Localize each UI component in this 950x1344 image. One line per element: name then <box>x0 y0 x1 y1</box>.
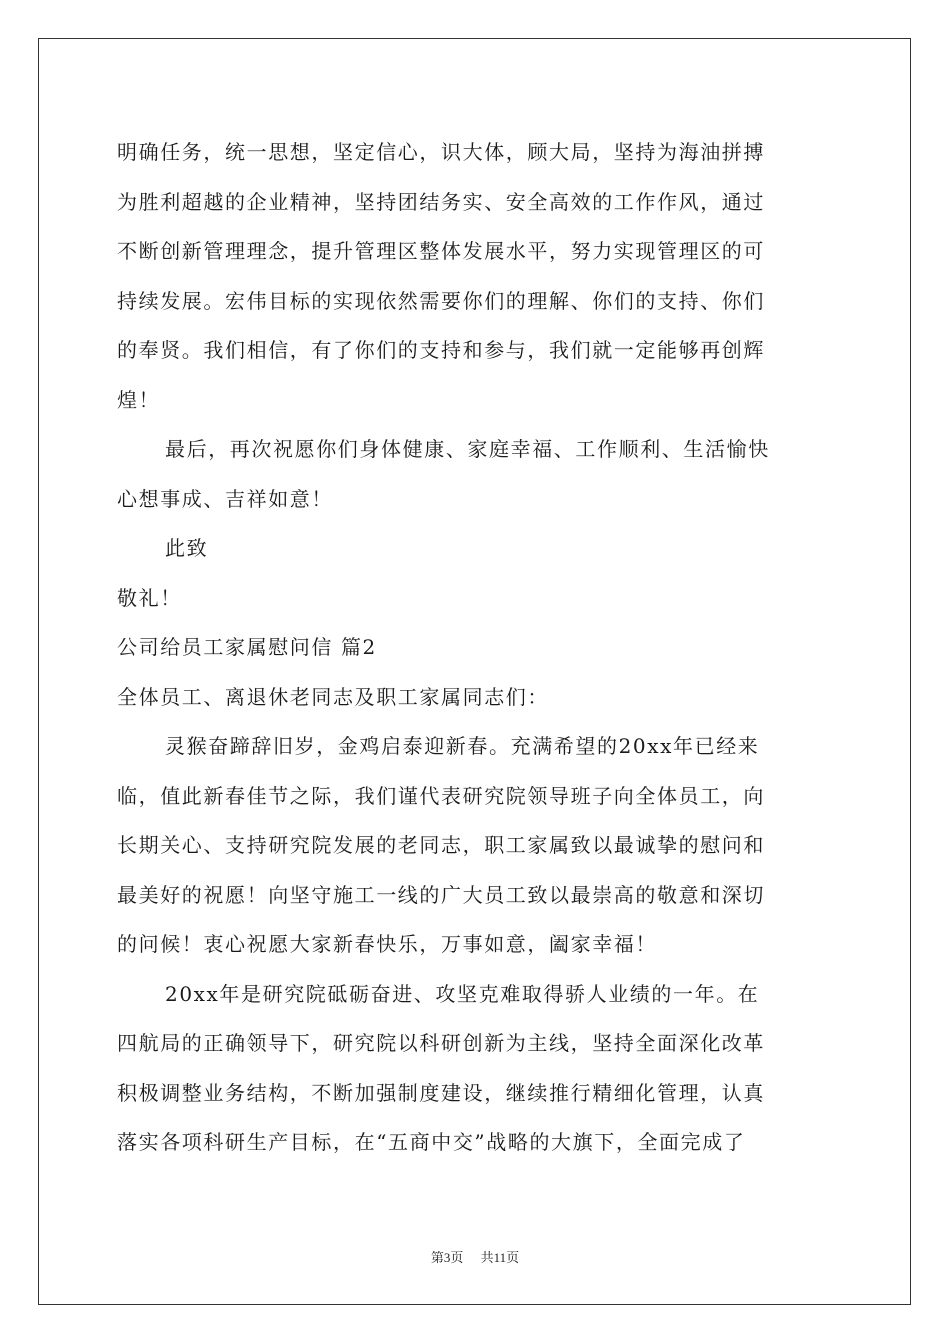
paragraph-start: 20xx年是研究院砥砺奋进、攻坚克难取得骄人业绩的一年。在 <box>165 981 760 1006</box>
document-body <box>117 128 837 1168</box>
closing-regards: 敬礼！ <box>117 585 182 610</box>
section-heading: 公司给员工家属慰问信 篇2 <box>117 635 377 659</box>
closing-salutation: 此致 <box>165 536 209 560</box>
paragraph-start: 最后，再次祝愿你们身体健康、家庭幸福、工作顺利、生活愉快 <box>165 437 770 461</box>
text-line: 落实各项科研生产目标，在“五商中交”战略的大旗下，全面完成了 <box>117 1130 746 1154</box>
text-line: 最美好的祝愿！向坚守施工一线的广大员工致以最崇高的敬意和深切 <box>117 882 765 907</box>
text-line: 煌！ <box>117 387 161 412</box>
text-line: 的奉贤。我们相信，有了你们的支持和参与，我们就一定能够再创辉 <box>117 338 765 362</box>
page-footer <box>0 1247 950 1266</box>
text-line: 不断创新管理理念，提升管理区整体发展水平，努力实现管理区的可 <box>117 239 765 263</box>
text-line: 持续发展。宏伟目标的实现依然需要你们的理解、你们的支持、你们 <box>117 288 765 313</box>
paragraph-start: 灵猴奋蹄辞旧岁，金鸡启泰迎新春。充满希望的20xx年已经来 <box>165 734 760 758</box>
page-number: 第3页 <box>430 1250 464 1265</box>
letter-greeting: 全体员工、离退休老同志及职工家属同志们： <box>117 684 549 709</box>
text-line: 的问候！衷心祝愿大家新春快乐，万事如意，阖家幸福！ <box>117 932 657 956</box>
text-line: 临，值此新春佳节之际，我们谨代表研究院领导班子向全体员工，向 <box>117 783 765 808</box>
text-line: 为胜利超越的企业精神，坚持团结务实、安全高效的工作作风，通过 <box>117 189 765 214</box>
text-line: 积极调整业务结构，不断加强制度建设，继续推行精细化管理，认真 <box>117 1080 765 1105</box>
text-line: 心想事成、吉祥如意！ <box>117 486 333 511</box>
page-total: 共11页 <box>480 1250 520 1265</box>
text-line: 明确任务，统一思想，坚定信心，识大体，顾大局，坚持为海油拼搏 <box>117 140 765 164</box>
text-line: 长期关心、支持研究院发展的老同志，职工家属致以最诚挚的慰问和 <box>117 833 765 857</box>
text-line: 四航局的正确领导下，研究院以科研创新为主线，坚持全面深化改革 <box>117 1031 765 1055</box>
